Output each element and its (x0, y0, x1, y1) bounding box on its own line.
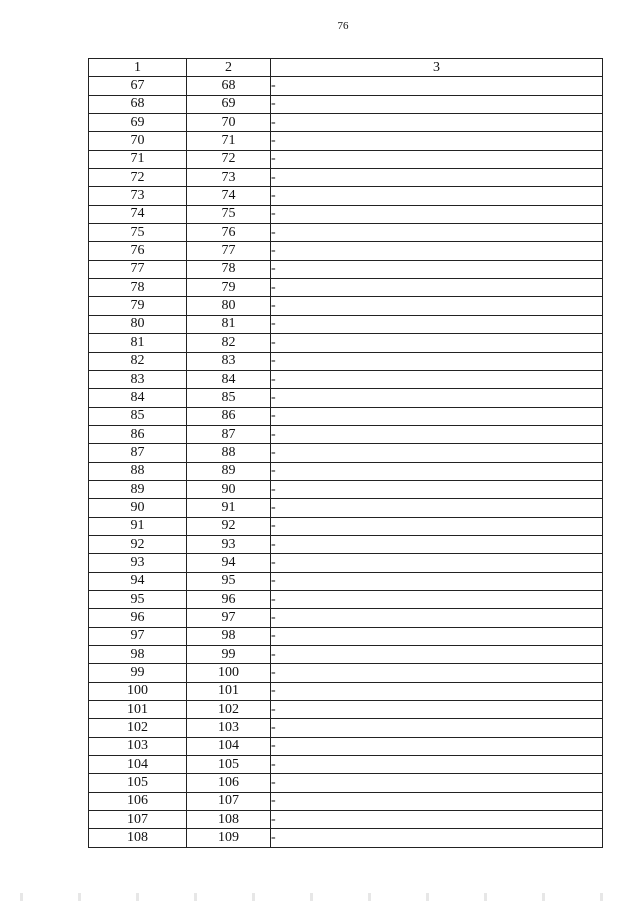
cell-col-2: 94 (187, 554, 271, 572)
cell-col-1: 90 (89, 499, 187, 517)
cell-col-3: - (271, 829, 603, 847)
cell-col-1: 104 (89, 756, 187, 774)
table-row (89, 480, 603, 498)
cell-col-3: - (271, 425, 603, 443)
table-row (89, 572, 603, 590)
cell-col-2: 72 (187, 150, 271, 168)
cell-col-2: 87 (187, 425, 271, 443)
cell-col-2: 84 (187, 370, 271, 388)
cell-col-1: 71 (89, 150, 187, 168)
cell-col-2: 108 (187, 811, 271, 829)
cell-col-2: 77 (187, 242, 271, 260)
cell-col-2: 93 (187, 535, 271, 553)
cell-col-1: 106 (89, 792, 187, 810)
cell-col-2: 105 (187, 756, 271, 774)
cell-col-3: - (271, 535, 603, 553)
cell-col-3: - (271, 444, 603, 462)
column-header-1: 1 (89, 59, 187, 77)
cell-col-3: - (271, 95, 603, 113)
cell-col-3: - (271, 774, 603, 792)
cell-col-2: 69 (187, 95, 271, 113)
table-row (89, 205, 603, 223)
cell-col-2: 102 (187, 701, 271, 719)
table-row (89, 77, 603, 95)
cell-col-1: 68 (89, 95, 187, 113)
cell-col-3: - (271, 572, 603, 590)
cell-col-2: 73 (187, 169, 271, 187)
cell-col-3: - (271, 187, 603, 205)
cell-col-1: 101 (89, 701, 187, 719)
table-row (89, 389, 603, 407)
table-row (89, 224, 603, 242)
cell-col-3: - (271, 462, 603, 480)
scan-artifact (20, 893, 620, 901)
cell-col-1: 70 (89, 132, 187, 150)
table-row (89, 370, 603, 388)
cell-col-1: 82 (89, 352, 187, 370)
table-row (89, 719, 603, 737)
table-row (89, 792, 603, 810)
cell-col-1: 102 (89, 719, 187, 737)
cell-col-2: 70 (187, 114, 271, 132)
cell-col-1: 86 (89, 425, 187, 443)
cell-col-3: - (271, 279, 603, 297)
table-row (89, 150, 603, 168)
cell-col-2: 104 (187, 737, 271, 755)
cell-col-2: 90 (187, 480, 271, 498)
cell-col-3: - (271, 590, 603, 608)
cell-col-2: 78 (187, 260, 271, 278)
table-row (89, 114, 603, 132)
column-header-2: 2 (187, 59, 271, 77)
cell-col-1: 81 (89, 334, 187, 352)
cell-col-3: - (271, 334, 603, 352)
cell-col-2: 99 (187, 646, 271, 664)
cell-col-2: 79 (187, 279, 271, 297)
table-row (89, 334, 603, 352)
cell-col-1: 88 (89, 462, 187, 480)
data-table (88, 58, 603, 848)
table-row (89, 169, 603, 187)
cell-col-1: 92 (89, 535, 187, 553)
table-body (89, 77, 603, 847)
cell-col-3: - (271, 517, 603, 535)
cell-col-1: 72 (89, 169, 187, 187)
cell-col-3: - (271, 756, 603, 774)
cell-col-2: 80 (187, 297, 271, 315)
table-row (89, 517, 603, 535)
cell-col-3: - (271, 315, 603, 333)
cell-col-1: 75 (89, 224, 187, 242)
table-row (89, 774, 603, 792)
cell-col-2: 101 (187, 682, 271, 700)
table-row (89, 462, 603, 480)
cell-col-2: 97 (187, 609, 271, 627)
table-row (89, 590, 603, 608)
page-number: 76 (337, 20, 349, 32)
cell-col-2: 83 (187, 352, 271, 370)
table-row (89, 829, 603, 847)
cell-col-1: 105 (89, 774, 187, 792)
cell-col-3: - (271, 260, 603, 278)
cell-col-3: - (271, 480, 603, 498)
cell-col-3: - (271, 737, 603, 755)
cell-col-2: 95 (187, 572, 271, 590)
cell-col-1: 97 (89, 627, 187, 645)
cell-col-1: 79 (89, 297, 187, 315)
cell-col-2: 86 (187, 407, 271, 425)
cell-col-3: - (271, 554, 603, 572)
cell-col-3: - (271, 682, 603, 700)
cell-col-1: 80 (89, 315, 187, 333)
table-row (89, 407, 603, 425)
cell-col-3: - (271, 646, 603, 664)
table-row (89, 95, 603, 113)
cell-col-1: 74 (89, 205, 187, 223)
cell-col-3: - (271, 811, 603, 829)
cell-col-2: 74 (187, 187, 271, 205)
cell-col-1: 83 (89, 370, 187, 388)
table-row (89, 664, 603, 682)
cell-col-3: - (271, 627, 603, 645)
cell-col-2: 109 (187, 829, 271, 847)
cell-col-1: 94 (89, 572, 187, 590)
table-row (89, 701, 603, 719)
cell-col-2: 91 (187, 499, 271, 517)
cell-col-3: - (271, 150, 603, 168)
cell-col-3: - (271, 297, 603, 315)
cell-col-3: - (271, 792, 603, 810)
cell-col-1: 99 (89, 664, 187, 682)
table-row (89, 260, 603, 278)
cell-col-2: 82 (187, 334, 271, 352)
table-row (89, 554, 603, 572)
cell-col-2: 75 (187, 205, 271, 223)
cell-col-2: 106 (187, 774, 271, 792)
cell-col-2: 85 (187, 389, 271, 407)
column-header-3: 3 (271, 59, 603, 77)
cell-col-1: 93 (89, 554, 187, 572)
table-row (89, 187, 603, 205)
cell-col-1: 91 (89, 517, 187, 535)
cell-col-3: - (271, 701, 603, 719)
table-header-row (89, 59, 603, 77)
cell-col-2: 96 (187, 590, 271, 608)
table-row (89, 297, 603, 315)
cell-col-3: - (271, 224, 603, 242)
cell-col-2: 88 (187, 444, 271, 462)
cell-col-1: 98 (89, 646, 187, 664)
cell-col-1: 87 (89, 444, 187, 462)
cell-col-1: 89 (89, 480, 187, 498)
cell-col-2: 100 (187, 664, 271, 682)
table-row (89, 609, 603, 627)
cell-col-3: - (271, 609, 603, 627)
table-row (89, 682, 603, 700)
cell-col-1: 73 (89, 187, 187, 205)
table-row (89, 756, 603, 774)
table-row (89, 242, 603, 260)
cell-col-3: - (271, 407, 603, 425)
cell-col-3: - (271, 205, 603, 223)
cell-col-1: 95 (89, 590, 187, 608)
cell-col-3: - (271, 719, 603, 737)
cell-col-1: 77 (89, 260, 187, 278)
cell-col-2: 92 (187, 517, 271, 535)
table-row (89, 535, 603, 553)
cell-col-2: 107 (187, 792, 271, 810)
cell-col-1: 67 (89, 77, 187, 95)
table-row (89, 132, 603, 150)
cell-col-2: 98 (187, 627, 271, 645)
cell-col-1: 78 (89, 279, 187, 297)
cell-col-3: - (271, 664, 603, 682)
table-row (89, 444, 603, 462)
cell-col-3: - (271, 370, 603, 388)
table-row (89, 279, 603, 297)
table-row (89, 811, 603, 829)
cell-col-3: - (271, 352, 603, 370)
table-row (89, 315, 603, 333)
cell-col-1: 108 (89, 829, 187, 847)
cell-col-2: 81 (187, 315, 271, 333)
cell-col-2: 68 (187, 77, 271, 95)
cell-col-1: 76 (89, 242, 187, 260)
cell-col-3: - (271, 389, 603, 407)
cell-col-1: 69 (89, 114, 187, 132)
cell-col-1: 103 (89, 737, 187, 755)
table-row (89, 737, 603, 755)
cell-col-3: - (271, 114, 603, 132)
cell-col-2: 71 (187, 132, 271, 150)
cell-col-1: 84 (89, 389, 187, 407)
cell-col-2: 89 (187, 462, 271, 480)
cell-col-1: 85 (89, 407, 187, 425)
cell-col-1: 100 (89, 682, 187, 700)
cell-col-1: 107 (89, 811, 187, 829)
table-row (89, 499, 603, 517)
table-row (89, 646, 603, 664)
table-row (89, 352, 603, 370)
cell-col-2: 103 (187, 719, 271, 737)
cell-col-3: - (271, 242, 603, 260)
cell-col-3: - (271, 499, 603, 517)
cell-col-3: - (271, 169, 603, 187)
cell-col-2: 76 (187, 224, 271, 242)
cell-col-3: - (271, 77, 603, 95)
table-row (89, 627, 603, 645)
cell-col-3: - (271, 132, 603, 150)
cell-col-1: 96 (89, 609, 187, 627)
table-row (89, 425, 603, 443)
